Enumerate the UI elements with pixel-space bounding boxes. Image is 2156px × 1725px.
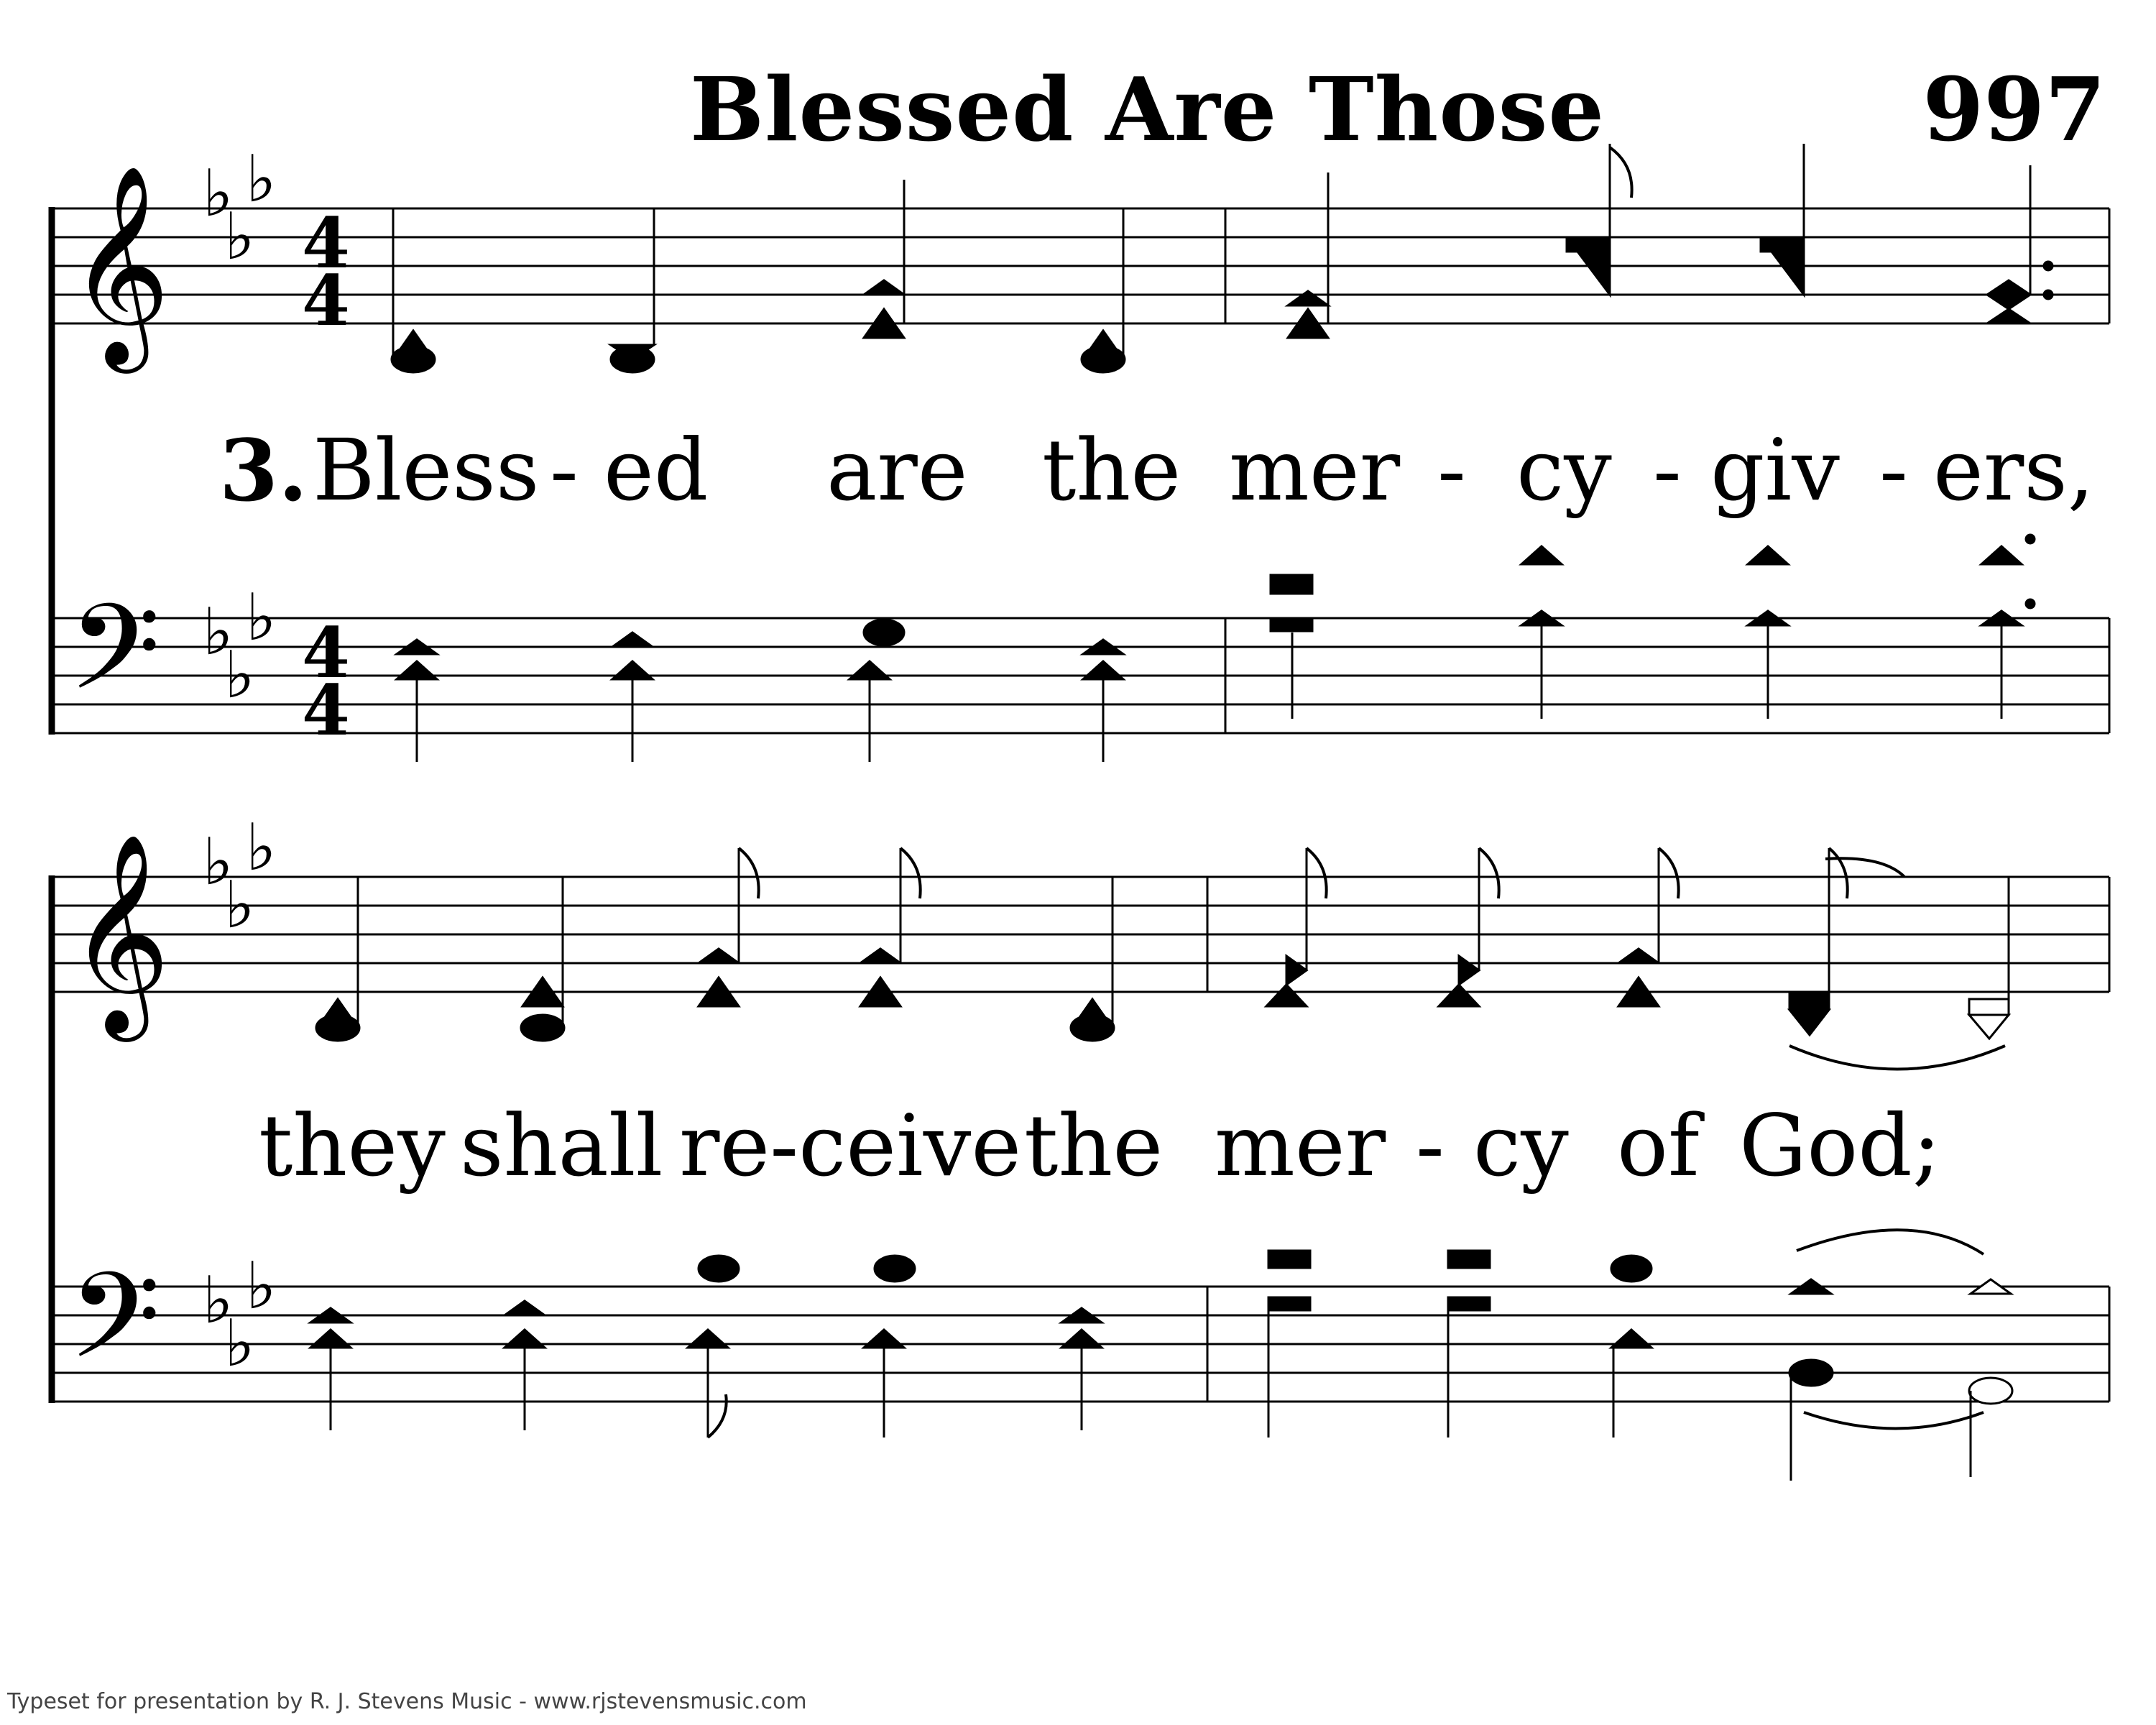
lyrics-line-1 [0,420,2156,521]
note [1789,1360,1833,1386]
lyric-syllable: cy [1516,420,1612,520]
flat-icon: ♭ [224,638,255,713]
note [1266,985,1307,1006]
time-signature: 4 [302,670,350,751]
lyric-syllable: Bless [313,420,540,520]
flat-icon: ♭ [203,594,234,670]
note [875,1256,915,1282]
note [1789,992,1829,1008]
note [1271,575,1312,594]
lyric-syllable: giv [1710,420,1840,520]
note [1268,1297,1310,1310]
note [1083,661,1123,679]
note [1789,1010,1829,1035]
note [1439,985,1479,1006]
note [611,346,654,372]
note [860,949,900,963]
flat-icon: ♭ [203,824,234,900]
note [864,280,904,295]
note [1271,618,1312,631]
notes-treble-2 [316,848,2009,1070]
lyric-hyphen: - [1653,420,1682,520]
note [688,1330,728,1348]
lyric-syllable: God; [1739,1096,1941,1195]
typesetter-credit: Typeset for presentation by R. J. Stevens Music - www.rjstevensmusic.com [7,1689,807,1714]
lyric-syllable: are [826,420,968,520]
note [1969,1378,2012,1404]
note [849,661,890,679]
flat-icon: ♭ [203,1263,234,1338]
lyric-syllable: of [1617,1096,1700,1195]
lyric-syllable: ed [604,420,709,520]
note [1981,546,2022,564]
flat-icon: ♭ [224,868,255,943]
note [699,1256,739,1282]
flat-icon: ♭ [203,156,234,231]
lyric-syllable: cy [1473,1096,1569,1195]
flat-icon: ♭ [224,199,255,275]
note [1969,1015,2009,1039]
note [505,1330,545,1348]
note [1987,280,2030,309]
note [612,632,653,647]
lyric-syllable: mer [1215,1096,1386,1195]
note [1459,956,1479,985]
note [1748,546,1788,564]
note [1082,346,1125,372]
note [1567,237,1610,252]
bass-staff-1 [50,618,2109,733]
lyric-syllable: the [1042,420,1181,520]
note [612,661,653,679]
flat-icon: ♭ [246,810,277,886]
flat-icon: ♭ [246,1248,277,1324]
lyric-syllable: re-ceive [679,1096,1022,1195]
treble-clef-icon: 𝄞 [68,832,170,1033]
note [1268,1251,1310,1268]
flat-icon: ♭ [246,142,277,217]
notes-treble-1 [392,144,2053,372]
note [1618,949,1659,963]
note [1761,237,1804,252]
tie [1797,1230,1984,1254]
note [316,1015,359,1041]
flat-icon: ♭ [246,580,277,656]
lyric-syllable: the [1024,1096,1164,1195]
notes-bass-1 [397,535,2035,762]
tie [1804,1412,1984,1429]
lyric-hyphen: - [550,420,579,520]
treble-clef-icon: 𝄞 [68,163,170,364]
note [310,1330,351,1348]
note [1448,1251,1490,1268]
lyric-syllable: ers, [1933,420,2095,520]
flat-icon: ♭ [224,1306,255,1381]
note [397,661,437,679]
time-signature: 4 [302,203,350,284]
note [864,620,904,645]
note [1969,999,2009,1015]
notes-bass-2 [310,1230,2012,1481]
note [1448,1297,1490,1310]
note [1611,1256,1651,1282]
note [864,1330,904,1348]
lyric-syllable: mer [1229,420,1401,520]
lyric-syllable: shall [460,1096,663,1195]
note [1611,1330,1651,1348]
lyric-syllable: they [259,1096,446,1195]
bass-clef-icon: 𝄢 [68,1247,161,1414]
verse-number: 3. [219,420,308,520]
note [699,949,739,963]
lyrics-line-2 [0,1096,2156,1197]
note [1286,956,1307,985]
note [1521,546,1562,564]
note [1071,1015,1114,1041]
note [521,1015,564,1041]
note [505,1301,545,1315]
lyric-hyphen: - [1879,420,1908,520]
hymn-title: Blessed Are Those [690,58,1606,161]
lyric-hyphen: - [1437,420,1466,520]
time-signature: 4 [302,612,350,694]
bass-clef-icon: 𝄢 [68,579,161,746]
tie [1825,858,1904,877]
note [1987,309,2030,323]
lyric-hyphen: - [1416,1096,1445,1195]
hymn-number: 997 [1922,58,2106,161]
time-signature: 4 [302,260,350,341]
note [1288,291,1328,305]
note [1061,1330,1102,1348]
tie [1789,1046,2005,1070]
treble-staff-2 [50,877,2109,992]
note [392,346,435,372]
